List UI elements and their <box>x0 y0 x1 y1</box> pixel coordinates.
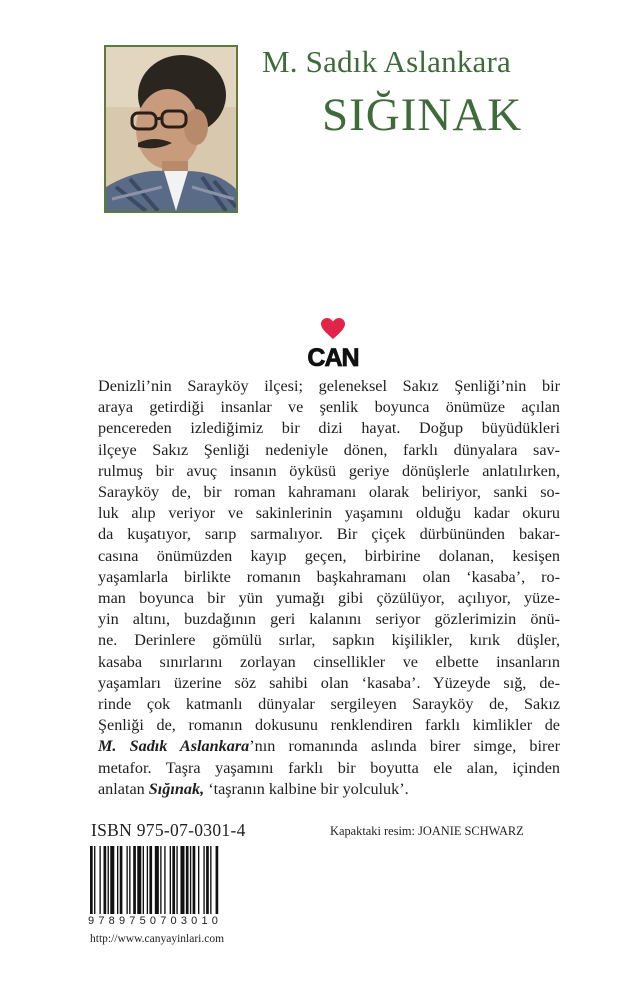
publisher-logo-text: CAN <box>307 344 359 372</box>
barcode-bar <box>193 846 196 914</box>
blurb-line-text: anlatan <box>98 779 149 798</box>
barcode-bar <box>176 846 177 914</box>
barcode-digits: 9789750703010 <box>88 915 256 927</box>
barcode-bar <box>170 846 171 914</box>
barcode-bar <box>108 846 109 914</box>
blurb-line <box>98 779 560 800</box>
author-photo <box>104 45 238 213</box>
blurb-line: yaşamlarla birlikte romanın başkahramanı olan ‘kasaba’, ro- <box>98 567 560 586</box>
heart-icon <box>321 318 345 340</box>
barcode-bar <box>137 846 141 914</box>
barcode-bar <box>149 846 152 914</box>
barcode-bar <box>129 846 130 914</box>
blurb-line: Denizli’nin Sarayköy ilçesi; geleneksel Sakız Şenliği’nin bir <box>98 377 560 395</box>
barcode-bar <box>186 846 189 914</box>
blurb-line: da kuşatıyor, sarıp sarmalıyor. Bir çiçek dürbününden bakar- <box>98 525 560 544</box>
blurb-line <box>98 736 560 757</box>
barcode-bar <box>117 846 118 914</box>
blurb-line: metafor. Taşra yaşamını farklı bir boyutta ele alan, içinden <box>98 758 560 777</box>
barcode-bar <box>120 846 123 914</box>
publisher-logo <box>301 318 365 378</box>
isbn: ISBN 975-07-0301-4 <box>91 820 246 840</box>
blurb-line: rulmuş bir avuç insanın öyküsü geriye dönüşlerle anlatılırken, <box>98 461 560 480</box>
book-title: SIĞINAK <box>322 89 523 141</box>
author-name: M. Sadık Aslankara <box>262 44 511 79</box>
barcode-bar <box>216 846 219 914</box>
barcode-bar <box>133 846 136 914</box>
blurb-line: Sarayköy de, bir roman kahramanı olarak beliriyor, sanki so- <box>98 483 560 502</box>
barcode-bar <box>198 846 199 914</box>
barcode-bar <box>90 846 93 914</box>
barcode-bar <box>172 846 175 914</box>
blurb-line: yaşamları üzerine söz sahibi olan ‘kasaba’. Yüzeyde sığ, de- <box>98 673 560 692</box>
barcode-bar <box>203 846 204 914</box>
blurb-book-title: Sığınak, <box>148 779 205 798</box>
barcode-bar <box>147 846 148 914</box>
blurb-author-name: M. Sadık Aslankara <box>98 737 250 756</box>
blurb-line: Şenliği de, romanın dokusunu renklendiren farklı kimlikler de <box>98 716 560 735</box>
barcode-bar <box>190 846 191 914</box>
blurb-line-text: ‘taşranın kalbine bir yolculuk’. <box>204 779 409 798</box>
barcode-bar <box>160 846 161 914</box>
cover-credit: Kapaktaki resim: JOANIE SCHWARZ <box>330 824 524 838</box>
barcode-bar <box>110 846 114 914</box>
blurb-line: casına önümüzden kayıp geçen, birbirine dolanan, kesişen <box>98 546 560 565</box>
barcode-bar <box>94 846 95 914</box>
blurb-line: ne. Derinlere gömülü sırlar, sapkın kişilikler, kırık düşler, <box>98 631 560 650</box>
blurb-line: yin altını, buzdağının geri kalanını seriyor gözlerimizin önü- <box>98 610 560 629</box>
blurb-line: man boyunca bir yün yumağı gibi çözülüyor, açılıyor, yüze- <box>98 589 560 608</box>
blurb-line: luk alıp veriyor ve sakinlerinin yaşamını olduğu kadar okuru <box>98 504 560 523</box>
barcode-bar <box>164 846 165 914</box>
barcode-bar <box>206 846 209 914</box>
blurb-line: kasaba sınırlarını zorlayan cinsellikler ve elbette insanların <box>98 652 560 671</box>
barcode-bar <box>126 846 127 914</box>
barcode-bar <box>104 846 107 914</box>
barcode-bar <box>155 846 159 914</box>
blurb-line-text: ’nın romanında aslında birer simge, birer <box>249 737 560 756</box>
blurb-line: ilçeye Sakız Şenliği nedeniyle dönen, farklı dünyalara sav- <box>98 440 560 459</box>
barcode-bar <box>99 846 100 914</box>
barcode-bar <box>210 846 211 914</box>
barcode-bar <box>143 846 144 914</box>
blurb-line: araya getirdiği insanlar ve şenlik boyunca önümüze açılan <box>98 398 560 417</box>
barcode-bar <box>180 846 184 914</box>
blurb-text <box>98 376 560 800</box>
blurb-line: rinde çok katmanlı dünyalar sergileyen Sarayköy de, Sakız <box>98 695 560 714</box>
barcode-image <box>88 846 258 916</box>
publisher-url: http://www.canyayinlari.com <box>90 933 225 945</box>
blurb-line: pencereden izlediğimiz bir dizi hayat. Doğup büyüdükleri <box>98 419 560 438</box>
author-portrait-image <box>106 47 236 211</box>
